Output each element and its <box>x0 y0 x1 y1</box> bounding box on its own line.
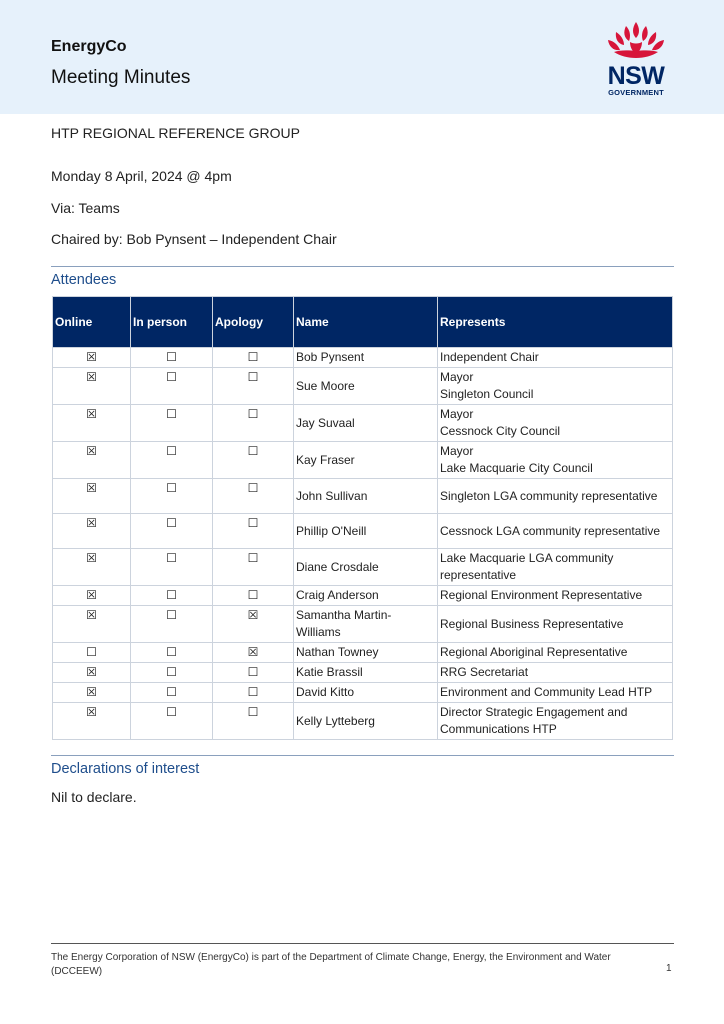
table-row <box>53 643 673 663</box>
footer-text: The Energy Corporation of NSW (EnergyCo) is part of the Department of Climate Change, Energy, the Environment and Water (DCCEEW) <box>51 952 611 977</box>
table-row <box>53 442 673 479</box>
table-row <box>53 368 673 405</box>
apology-checkbox[interactable]: ☐ <box>213 703 294 740</box>
attendee-name: Nathan Towney <box>294 643 438 663</box>
apology-checkbox[interactable]: ☐ <box>213 479 294 514</box>
online-checkbox[interactable]: ☐ <box>53 643 131 663</box>
table-row <box>53 606 673 643</box>
in-person-checkbox[interactable]: ☐ <box>131 586 213 606</box>
online-checkbox[interactable]: ☒ <box>53 606 131 643</box>
attendee-name: Kay Fraser <box>294 442 438 479</box>
online-checkbox[interactable]: ☒ <box>53 549 131 586</box>
attendee-name: Kelly Lytteberg <box>294 703 438 740</box>
in-person-checkbox[interactable]: ☐ <box>131 479 213 514</box>
attendee-represents: Mayor Singleton Council <box>438 368 673 405</box>
column-header: Represents <box>438 297 673 348</box>
attendee-represents: Environment and Community Lead HTP <box>438 683 673 703</box>
apology-checkbox[interactable]: ☐ <box>213 442 294 479</box>
online-checkbox[interactable]: ☒ <box>53 405 131 442</box>
attendee-name: John Sullivan <box>294 479 438 514</box>
attendees-table-body <box>53 348 673 740</box>
page-header <box>0 0 724 114</box>
attendee-name: Sue Moore <box>294 368 438 405</box>
apology-checkbox[interactable]: ☐ <box>213 586 294 606</box>
table-row <box>53 703 673 740</box>
apology-checkbox[interactable]: ☐ <box>213 368 294 405</box>
attendee-name: Phillip O'Neill <box>294 514 438 549</box>
page-number: 1 <box>666 963 672 974</box>
table-row <box>53 586 673 606</box>
in-person-checkbox[interactable]: ☐ <box>131 442 213 479</box>
group-title: HTP REGIONAL REFERENCE GROUP <box>51 125 300 141</box>
column-header: In person <box>131 297 213 348</box>
attendee-name: Jay Suvaal <box>294 405 438 442</box>
online-checkbox[interactable]: ☒ <box>53 703 131 740</box>
table-row <box>53 348 673 368</box>
attendee-represents: Cessnock LGA community representative <box>438 514 673 549</box>
column-header: Online <box>53 297 131 348</box>
apology-checkbox[interactable]: ☐ <box>213 683 294 703</box>
in-person-checkbox[interactable]: ☐ <box>131 348 213 368</box>
online-checkbox[interactable]: ☒ <box>53 368 131 405</box>
attendee-name: Craig Anderson <box>294 586 438 606</box>
online-checkbox[interactable]: ☒ <box>53 348 131 368</box>
table-row <box>53 663 673 683</box>
org-name: EnergyCo <box>51 38 127 55</box>
table-row <box>53 683 673 703</box>
column-header: Name <box>294 297 438 348</box>
online-checkbox[interactable]: ☒ <box>53 442 131 479</box>
online-checkbox[interactable]: ☒ <box>53 586 131 606</box>
logo-wordmark: NSW <box>607 62 665 90</box>
online-checkbox[interactable]: ☒ <box>53 514 131 549</box>
section-divider <box>51 755 674 756</box>
in-person-checkbox[interactable]: ☐ <box>131 549 213 586</box>
attendee-represents: Regional Business Representative <box>438 606 673 643</box>
attendee-name: Samantha Martin-Williams <box>294 606 438 643</box>
online-checkbox[interactable]: ☒ <box>53 663 131 683</box>
in-person-checkbox[interactable]: ☐ <box>131 663 213 683</box>
document-type: Meeting Minutes <box>51 67 191 88</box>
in-person-checkbox[interactable]: ☐ <box>131 405 213 442</box>
logo-subtitle: GOVERNMENT <box>608 88 664 97</box>
apology-checkbox[interactable]: ☐ <box>213 348 294 368</box>
in-person-checkbox[interactable]: ☐ <box>131 606 213 643</box>
attendee-name: Bob Pynsent <box>294 348 438 368</box>
table-row <box>53 479 673 514</box>
section-divider <box>51 266 674 267</box>
attendee-represents: Mayor Lake Macquarie City Council <box>438 442 673 479</box>
online-checkbox[interactable]: ☒ <box>53 683 131 703</box>
attendee-represents: Regional Aboriginal Representative <box>438 643 673 663</box>
attendee-represents: RRG Secretariat <box>438 663 673 683</box>
table-row <box>53 549 673 586</box>
in-person-checkbox[interactable]: ☐ <box>131 683 213 703</box>
meeting-date: Monday 8 April, 2024 @ 4pm <box>51 168 232 184</box>
meeting-chair: Chaired by: Bob Pynsent – Independent Chair <box>51 231 337 247</box>
online-checkbox[interactable]: ☒ <box>53 479 131 514</box>
table-row <box>53 405 673 442</box>
meeting-via: Via: Teams <box>51 200 120 216</box>
declarations-heading: Declarations of interest <box>51 761 200 777</box>
attendee-name: David Kitto <box>294 683 438 703</box>
apology-checkbox[interactable]: ☒ <box>213 606 294 643</box>
declarations-body: Nil to declare. <box>51 789 137 805</box>
apology-checkbox[interactable]: ☐ <box>213 405 294 442</box>
attendees-heading: Attendees <box>51 272 117 288</box>
attendee-represents: Mayor Cessnock City Council <box>438 405 673 442</box>
waratah-icon <box>600 20 672 64</box>
apology-checkbox[interactable]: ☐ <box>213 663 294 683</box>
table-row <box>53 514 673 549</box>
column-header: Apology <box>213 297 294 348</box>
attendee-represents: Singleton LGA community representative <box>438 479 673 514</box>
in-person-checkbox[interactable]: ☐ <box>131 514 213 549</box>
apology-checkbox[interactable]: ☐ <box>213 514 294 549</box>
in-person-checkbox[interactable]: ☐ <box>131 368 213 405</box>
apology-checkbox[interactable]: ☐ <box>213 549 294 586</box>
footer-divider <box>51 943 674 944</box>
nsw-government-logo <box>600 20 672 100</box>
attendee-represents: Independent Chair <box>438 348 673 368</box>
attendees-table <box>52 296 673 740</box>
attendee-name: Katie Brassil <box>294 663 438 683</box>
attendee-represents: Lake Macquarie LGA community representative <box>438 549 673 586</box>
in-person-checkbox[interactable]: ☐ <box>131 703 213 740</box>
apology-checkbox[interactable]: ☒ <box>213 643 294 663</box>
in-person-checkbox[interactable]: ☐ <box>131 643 213 663</box>
attendee-name: Diane Crosdale <box>294 549 438 586</box>
table-header-row <box>53 297 673 348</box>
attendee-represents: Director Strategic Engagement and Communications HTP <box>438 703 673 740</box>
attendee-represents: Regional Environment Representative <box>438 586 673 606</box>
